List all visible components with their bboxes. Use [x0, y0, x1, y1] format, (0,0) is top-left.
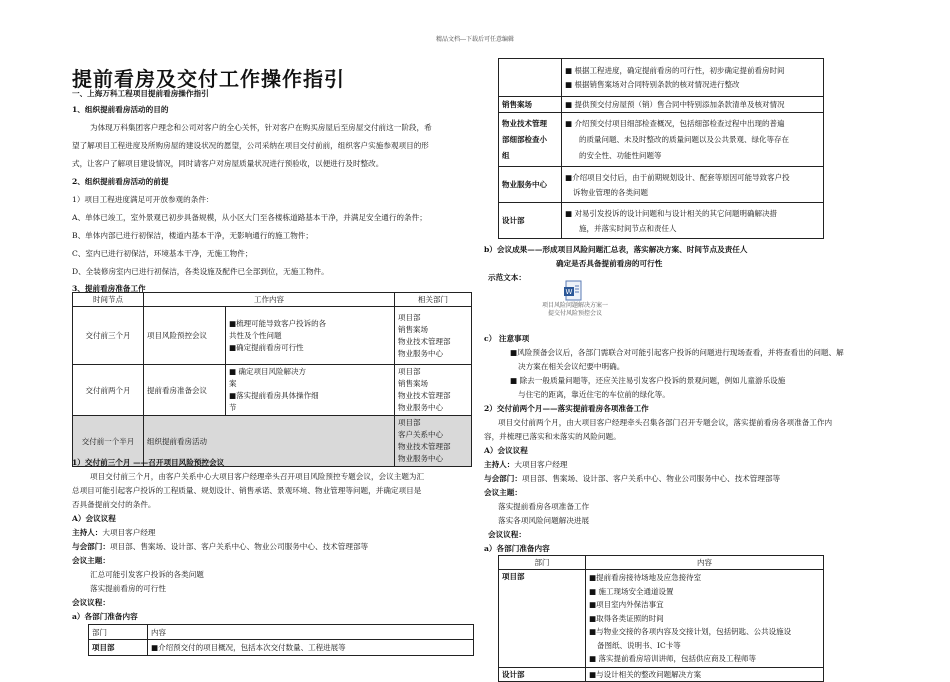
- table-cell: 设计部: [499, 667, 586, 681]
- paragraph-line: ■ 除去一般质量问题等，还应关注易引发客户投诉的景观问题，例如儿童游乐设施: [510, 376, 786, 385]
- subsection-heading: 2、组织提前看房活动的前提: [72, 177, 169, 186]
- paragraph-line: 项目交付前两个月，由大项目客户经理牵头召集各部门召开专题会议，落实提前看房各项准备工作内: [498, 418, 833, 427]
- table-cell: 项目风险预控会议: [144, 307, 226, 365]
- paragraph-line: C、室内已进行初保洁，环境基本干净，无施工物件；: [72, 249, 253, 258]
- cell-line: ■ 施工现场安全通道设置: [589, 586, 674, 596]
- cell-line: 物业服务中心: [398, 348, 443, 358]
- table-cell: [562, 203, 824, 239]
- table-cell: ■与设计相关的整改问题解决方案: [586, 667, 824, 681]
- paragraph-line: 为体现万科集团客户理念和公司对客户的全心关怀，针对客户在购买房屋后至房屋交付前这一阶段，希: [90, 123, 432, 132]
- attachment-caption: [540, 302, 610, 318]
- table-header: 内容: [148, 625, 474, 640]
- table-row: [89, 640, 474, 656]
- paragraph-line: [72, 539, 368, 554]
- paragraph-line: [484, 457, 568, 472]
- caption-line: 提交付风险预控会议: [547, 310, 602, 317]
- table-cell: 组织提前看房活动: [144, 416, 395, 467]
- paragraph-line: 落实提前看房各项准备工作: [498, 502, 590, 511]
- cell-line: 部细部检查小: [502, 134, 547, 144]
- table-cell: [395, 416, 472, 467]
- value: 大项目客户经理: [102, 528, 156, 537]
- cell-line: 的安全性、功能性问题等: [579, 150, 662, 160]
- table-cell: [562, 167, 824, 203]
- table-cell: 交付前一个半月: [73, 416, 144, 467]
- label: 主持人：: [72, 528, 103, 537]
- cell-line: 销售案场: [398, 379, 428, 388]
- table-cell: 交付前三个月: [73, 307, 144, 365]
- table-row: [499, 113, 824, 167]
- table-cell: [586, 570, 824, 668]
- table-row: [499, 203, 824, 239]
- paragraph-line: 容，并梳理已落实和未落实的风险问题。: [484, 432, 621, 441]
- table-cell: ■ 提供预交付房屋预（销）售合同中特别添加条款清单及核对情况: [562, 97, 824, 113]
- cell-line: ■提前看房接待场地及应急接待室: [589, 573, 702, 582]
- cell-line: 备图纸、说明书、IC卡等: [597, 640, 681, 650]
- subsection-heading: 会议主题：: [72, 556, 110, 565]
- result-line: 确定是否具备提前看房的可行性: [556, 259, 663, 268]
- paragraph-line: 与住宅的距离，靠近住宅的车位前的绿化等。: [518, 390, 670, 399]
- table-cell: 项目部: [89, 640, 148, 656]
- cell-line: 物业服务中心: [398, 454, 443, 463]
- paragraph-line: 落实提前看房的可行性: [90, 584, 166, 593]
- subsection-heading: A）会议议程: [72, 514, 116, 523]
- table-header: 相关部门: [395, 293, 472, 307]
- table-row: [499, 667, 824, 681]
- prep-table: [72, 292, 472, 467]
- cell-line: ■与物业交接的各项内容及交接计划，包括钥匙、公共设施设: [589, 627, 792, 636]
- table-header: 时间节点: [73, 293, 144, 307]
- label: 与会部门：: [484, 474, 522, 483]
- label: 与会部门：: [72, 542, 110, 551]
- table-cell: [562, 59, 824, 97]
- paragraph-line: 落实各项风险问题解决进展: [498, 516, 590, 525]
- cell-line: ■确定提前看房可行性: [229, 342, 304, 352]
- cell-line: ■项目室内外保洁事宜: [589, 600, 664, 609]
- subsection-heading: A）会议议程: [484, 446, 528, 455]
- table-cell: [562, 113, 824, 167]
- cell-line: 物业服务中心: [398, 403, 443, 412]
- dept-table-continued: [498, 58, 824, 239]
- cell-line: 销售案场: [398, 324, 428, 334]
- cell-line: ■ 介绍预交付项目细部检查概况，包括细部检查过程中出现的普遍: [565, 118, 785, 128]
- cell-line: ■梳理可能导致客户投诉的各: [229, 318, 327, 328]
- cell-line: 共性及个性问题: [229, 330, 282, 340]
- table-cell: [226, 307, 395, 365]
- word-document-icon: [564, 280, 584, 302]
- paragraph-line: [72, 525, 156, 540]
- table-cell: 提前看房准备会议: [144, 365, 226, 416]
- cell-line: 客户关系中心: [398, 430, 443, 439]
- sample-label: 示范文本：: [488, 273, 526, 282]
- table-cell: [395, 307, 472, 365]
- table-row: [499, 59, 824, 97]
- paragraph-line: D、全装修房室内已进行初保洁，各类设施及配件已全部到位，无施工物件。: [72, 267, 329, 276]
- table-cell: 物业服务中心: [499, 167, 562, 203]
- table-row: [73, 365, 472, 416]
- paragraph-line: 1）项目工程进度满足可开放参观的条件：: [72, 195, 214, 204]
- value: 项目部、售案场、设计部、客户关系中心、物业公司服务中心、技术管理部等: [109, 542, 369, 551]
- cell-line: 物业技术管理部: [398, 391, 451, 400]
- table-cell: [499, 113, 562, 167]
- value: 项目部、售案场、设计部、客户关系中心、物业公司服务中心、技术管理部等: [521, 474, 781, 483]
- table-cell: 销售案场: [499, 97, 562, 113]
- page-title: 提前看房及交付工作操作指引: [72, 67, 345, 91]
- table-cell: [499, 59, 562, 97]
- table-row: [499, 570, 824, 668]
- cell-line: ■落实提前看房具体操作细: [229, 391, 319, 400]
- subsection-heading: 会议主题：: [484, 488, 522, 497]
- paragraph-line: 式，让客户了解项目建设情况，同时请客户对房屋质量状况进行预验收，以便进行及时整改。: [72, 159, 384, 168]
- document-attachment[interactable]: [540, 290, 610, 320]
- table-row: [73, 307, 472, 365]
- cell-line: 项目部: [398, 312, 421, 322]
- caption-line: 项目风险问题解决方案一: [541, 302, 608, 309]
- table-cell: [395, 365, 472, 416]
- cell-line: 案: [229, 379, 237, 388]
- subsection-heading: 1、组织提前看房活动的目的: [72, 105, 169, 114]
- paragraph-line: 否具备提前交付的条件。: [72, 500, 156, 509]
- table-header: 内容: [586, 556, 824, 570]
- subsection-heading: 1）交付前三个月 ——召开项目风险预控会议: [72, 458, 225, 467]
- cell-line: 项目部: [398, 418, 421, 427]
- cell-line: 组: [502, 150, 510, 160]
- cell-line: ■ 根据工程进度，确定提前看房的可行性，初步确定提前看房时间: [565, 65, 785, 75]
- subsection-heading: a）各部门准备内容: [484, 544, 550, 553]
- cell-line: 诉物业管理的各类问题: [573, 187, 648, 197]
- paragraph-line: 决方案在相关会议纪要中明确。: [518, 362, 625, 371]
- cell-line: 物业技术管理部: [398, 336, 451, 346]
- paragraph-line: A、单体已竣工，室外景观已初步具备规模，从小区大门至各楼栋道路基本干净，并满足安全通行的条件；: [72, 213, 427, 222]
- dept-table: [88, 624, 474, 656]
- table-header: 工作内容: [144, 293, 395, 307]
- paragraph-line: [484, 471, 780, 486]
- table-row: [499, 167, 824, 203]
- table-cell: ■介绍预交付的项目概况，包括本次交付数量、工程进展等: [148, 640, 474, 656]
- table-cell: 交付前两个月: [73, 365, 144, 416]
- result-heading: b）会议成果——形成项目风险问题汇总表，落实解决方案、时间节点及责任人: [484, 245, 748, 254]
- paragraph-line: 项目交付前三个月，由客户关系中心大项目客户经理牵头召开项目风险预控专题会议，会议主题为汇: [90, 472, 425, 481]
- table-cell: 设计部: [499, 203, 562, 239]
- subsection-heading: a）各部门准备内容: [72, 612, 138, 621]
- subsection-heading: 2）交付前两个月——落实提前看房各项准备工作: [484, 404, 649, 413]
- svg-text:W: W: [565, 288, 573, 296]
- paragraph-line: 望了解项目工程进度及所购房屋的建设状况的愿望，公司采纳在项目交付前前，组织客户实施参观项目的形: [72, 141, 429, 150]
- paragraph-line: 总项目可能引起客户投诉的工程质量、规划设计、销售承诺、景观环境、物业管理等问题，并确定项目是: [72, 486, 422, 495]
- cell-line: ■介绍项目交付后，由于前期规划设计、配套等原因可能导致客户投: [565, 172, 790, 182]
- subsection-heading: 3、提前看房准备工作: [72, 284, 146, 293]
- cell-line: 节: [229, 403, 237, 412]
- table-cell: 项目部: [499, 570, 586, 668]
- table-header: 部门: [499, 556, 586, 570]
- cell-line: 施，并落实时间节点和责任人: [579, 223, 677, 233]
- table-header: 部门: [89, 625, 148, 640]
- table-cell: [226, 365, 395, 416]
- cell-line: ■取得各类证照的时间: [589, 613, 664, 623]
- cell-line: 项目部: [398, 367, 421, 376]
- subsection-heading: 会议议程：: [72, 598, 110, 607]
- paragraph-line: 汇总可能引发客户投诉的各类问题: [90, 570, 204, 579]
- cell-line: ■ 根据销售案场对合同特别条款的核对情况进行整改: [565, 79, 740, 89]
- cell-line: ■ 确定项目风险解决方: [229, 367, 306, 376]
- dept-table-2: [498, 555, 824, 682]
- paragraph-line: B、单体内部已进行初保洁，楼道内基本干净，无影响通行的施工物件；: [72, 231, 313, 240]
- value: 大项目客户经理: [514, 460, 568, 469]
- cell-line: ■ 落实提前看房培训讲师，包括供应商及工程师等: [589, 654, 756, 663]
- table-row: [499, 97, 824, 113]
- cell-line: ■ 对易引发投诉的设计问题和与设计相关的其它问题明确解决措: [565, 208, 777, 218]
- label: 主持人：: [484, 460, 515, 469]
- cell-line: 物业技术管理部: [398, 442, 451, 451]
- subsection-heading: 会议议程：: [488, 530, 526, 539]
- section-heading: 一、上海万科工程项目提前看房操作指引: [72, 89, 209, 98]
- page-header: 精品文档---下载后可任意编辑: [435, 36, 515, 43]
- paragraph-line: ■风险预备会议后，各部门需联合对可能引起客户投诉的问题进行现场查看，并将查看出的问题、解: [510, 348, 844, 357]
- cell-line: 物业技术管理: [502, 118, 547, 128]
- subsection-heading: c） 注意事项: [484, 334, 530, 343]
- cell-line: 的质量问题、未及时整改的质量问题以及公共景观、绿化等存在: [579, 134, 789, 144]
